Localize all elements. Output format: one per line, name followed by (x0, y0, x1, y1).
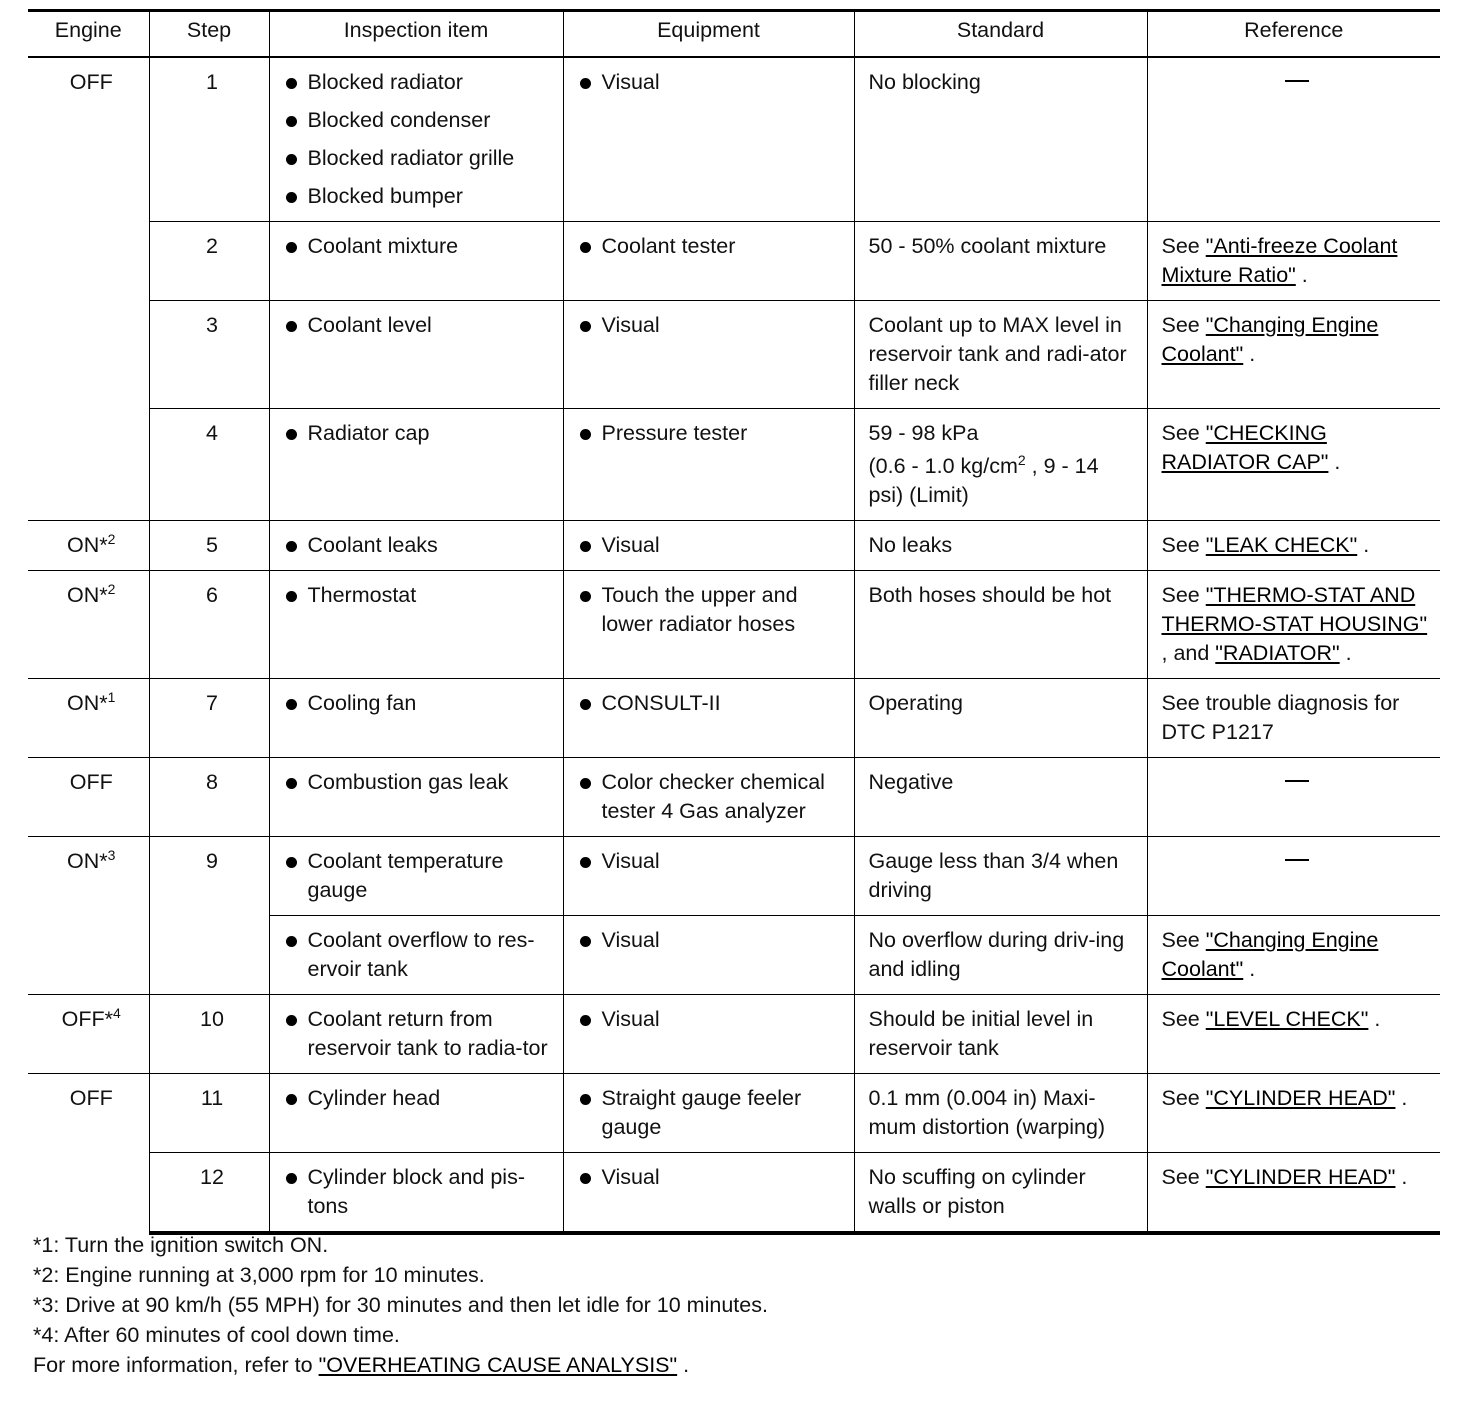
standard-cell: Coolant up to MAX level in reservoir tank and radi-ator filler neck (854, 301, 1147, 409)
standard-cell: Should be initial level in reservoir tank (854, 995, 1147, 1074)
inspection-cell: Thermostat (269, 571, 563, 679)
reference-link[interactable]: "CHECKING RADIATOR CAP" (1161, 421, 1329, 474)
inspection-cell: Coolant leaks (269, 521, 563, 571)
standard-cell: 50 - 50% coolant mixture (854, 222, 1147, 301)
inspection-sheet (28, 9, 1440, 1235)
inspection-cell: Coolant temperature gauge (269, 837, 563, 916)
equipment-cell: Visual (563, 301, 854, 409)
standard-cell: 0.1 mm (0.004 in) Maxi-mum distortion (warping) (854, 1074, 1147, 1153)
reference-cell: See "LEVEL CHECK" . (1147, 995, 1440, 1074)
inspection-cell: Radiator cap (269, 409, 563, 521)
reference-cell: See "CYLINDER HEAD" . (1147, 1074, 1440, 1153)
engine-cell: ON*$^2$ (28, 571, 149, 679)
footnote: *3: Drive at 90 km/h (55 MPH) for 30 minutes and then let idle for 10 minutes. (33, 1293, 768, 1317)
standard-cell: No blocking (854, 57, 1147, 222)
step-cell: 2 (149, 222, 269, 301)
col-header-inspection-item: Inspection item (269, 11, 563, 58)
reference-link[interactable]: "LEVEL CHECK" (1205, 1007, 1369, 1031)
reference-cell (1147, 57, 1440, 222)
inspection-cell: Coolant overflow to res-ervoir tank (269, 916, 563, 995)
table-row (28, 521, 1440, 571)
step-cell: 12 (149, 1153, 269, 1234)
list-item: Blocked radiator (284, 68, 555, 97)
step-cell: 4 (149, 409, 269, 521)
standard-cell: Gauge less than 3/4 when driving (854, 837, 1147, 916)
engine-cell: ON*$^3$ (28, 837, 149, 995)
em-dash (1285, 780, 1309, 782)
reference-cell (1147, 758, 1440, 837)
reference-cell: See trouble diagnosis for DTC P1217 (1147, 679, 1440, 758)
table-row (28, 758, 1440, 837)
standard-cell: Operating (854, 679, 1147, 758)
reference-link[interactable]: "Changing Engine Coolant" (1161, 928, 1379, 981)
header-row (28, 11, 1440, 58)
standard-cell: No overflow during driv-ing and idling (854, 916, 1147, 995)
step-cell: 11 (149, 1074, 269, 1153)
inspection-cell: Combustion gas leak (269, 758, 563, 837)
engine-cell: OFF (28, 1074, 149, 1234)
inspection-cell: Cylinder head (269, 1074, 563, 1153)
table-row (28, 409, 1440, 521)
standard-cell: Negative (854, 758, 1147, 837)
em-dash (1285, 80, 1309, 82)
inspection-cell: Coolant mixture (269, 222, 563, 301)
equipment-cell: Visual (563, 1153, 854, 1234)
table-row (28, 995, 1440, 1074)
table-row (28, 301, 1440, 409)
list-item: Blocked radiator grille (284, 144, 555, 173)
equipment-cell: Coolant tester (563, 222, 854, 301)
footnote: *1: Turn the ignition switch ON. (33, 1233, 329, 1257)
reference-cell: See "CHECKING RADIATOR CAP" . (1147, 409, 1440, 521)
more-info-line: For more information, refer to "OVERHEATING CAUSE ANALYSIS" . (33, 1353, 690, 1377)
inspection-cell: Coolant level (269, 301, 563, 409)
step-cell: 3 (149, 301, 269, 409)
inspection-cell: Coolant return from reservoir tank to radia-tor (269, 995, 563, 1074)
col-header-engine: Engine (28, 11, 149, 58)
reference-link[interactable]: "LEAK CHECK" (1205, 533, 1358, 557)
engine-cell: ON*$^2$ (28, 521, 149, 571)
equipment-cell: Visual (563, 57, 854, 222)
engine-cell: OFF (69, 70, 113, 94)
equipment-cell: Color checker chemical tester 4 Gas analyzer (563, 758, 854, 837)
table-row (28, 679, 1440, 758)
table-row (28, 571, 1440, 679)
footnote: *2: Engine running at 3,000 rpm for 10 minutes. (33, 1263, 485, 1287)
list-item: Blocked bumper (284, 182, 555, 211)
equipment-cell: Straight gauge feeler gauge (563, 1074, 854, 1153)
reference-cell: See "CYLINDER HEAD" . (1147, 1153, 1440, 1234)
footnote: *4: After 60 minutes of cool down time. (33, 1323, 400, 1347)
table-row (28, 1153, 1440, 1234)
reference-link[interactable]: "RADIATOR" (1215, 641, 1340, 665)
reference-cell: See "THERMO-STAT AND THERMO-STAT HOUSING" , and "RADIATOR" . (1147, 571, 1440, 679)
equipment-cell: Visual (563, 916, 854, 995)
table-row (28, 837, 1440, 916)
engine-cell: OFF (28, 758, 149, 837)
standard-cell: No scuffing on cylinder walls or piston (854, 1153, 1147, 1234)
reference-link[interactable]: "CYLINDER HEAD" (1205, 1165, 1396, 1189)
reference-cell: See "Changing Engine Coolant" . (1147, 916, 1440, 995)
reference-cell: See "Anti-freeze Coolant Mixture Ratio" . (1147, 222, 1440, 301)
equipment-cell: Pressure tester (563, 409, 854, 521)
col-header-reference: Reference (1147, 11, 1440, 58)
equipment-cell: Visual (563, 837, 854, 916)
standard-cell: Both hoses should be hot (854, 571, 1147, 679)
col-header-step: Step (149, 11, 269, 58)
em-dash (1285, 859, 1309, 861)
table-row (28, 1074, 1440, 1153)
table-row (28, 57, 1440, 222)
reference-link[interactable]: "CYLINDER HEAD" (1205, 1086, 1396, 1110)
inspection-table (28, 9, 1440, 1235)
step-cell: 5 (149, 521, 269, 571)
table-row (28, 222, 1440, 301)
step-cell: 9 (149, 837, 269, 995)
reference-link[interactable]: "THERMO-STAT AND THERMO-STAT HOUSING" (1161, 583, 1428, 636)
footnotes (33, 1230, 768, 1380)
list-item: Blocked condenser (284, 106, 555, 135)
engine-cell: ON*$^1$ (28, 679, 149, 758)
equipment-cell: Touch the upper and lower radiator hoses (563, 571, 854, 679)
reference-link[interactable]: "Changing Engine Coolant" (1161, 313, 1379, 366)
col-header-equipment: Equipment (563, 11, 854, 58)
col-header-standard: Standard (854, 11, 1147, 58)
step-cell: 7 (149, 679, 269, 758)
step-cell: 10 (149, 995, 269, 1074)
equipment-cell: Visual (563, 521, 854, 571)
step-cell: 1 (149, 57, 269, 222)
reference-cell: See "Changing Engine Coolant" . (1147, 301, 1440, 409)
equipment-cell: CONSULT-II (563, 679, 854, 758)
inspection-cell (269, 57, 563, 222)
standard-cell: No leaks (854, 521, 1147, 571)
overheating-analysis-link[interactable]: "OVERHEATING CAUSE ANALYSIS" (318, 1353, 678, 1377)
reference-cell (1147, 837, 1440, 916)
standard-cell: 59 - 98 kPa (0.6 - 1.0 $kg/cm^2$ , 9 - 14 psi) (Limit) (854, 409, 1147, 521)
engine-cell: OFF*$^4$ (28, 995, 149, 1074)
reference-link[interactable]: "Anti-freeze Coolant Mixture Ratio" (1161, 234, 1398, 287)
inspection-cell: Cooling fan (269, 679, 563, 758)
equipment-cell: Visual (563, 995, 854, 1074)
step-cell: 8 (149, 758, 269, 837)
reference-cell: See "LEAK CHECK" . (1147, 521, 1440, 571)
step-cell: 6 (149, 571, 269, 679)
inspection-cell: Cylinder block and pis-tons (269, 1153, 563, 1234)
